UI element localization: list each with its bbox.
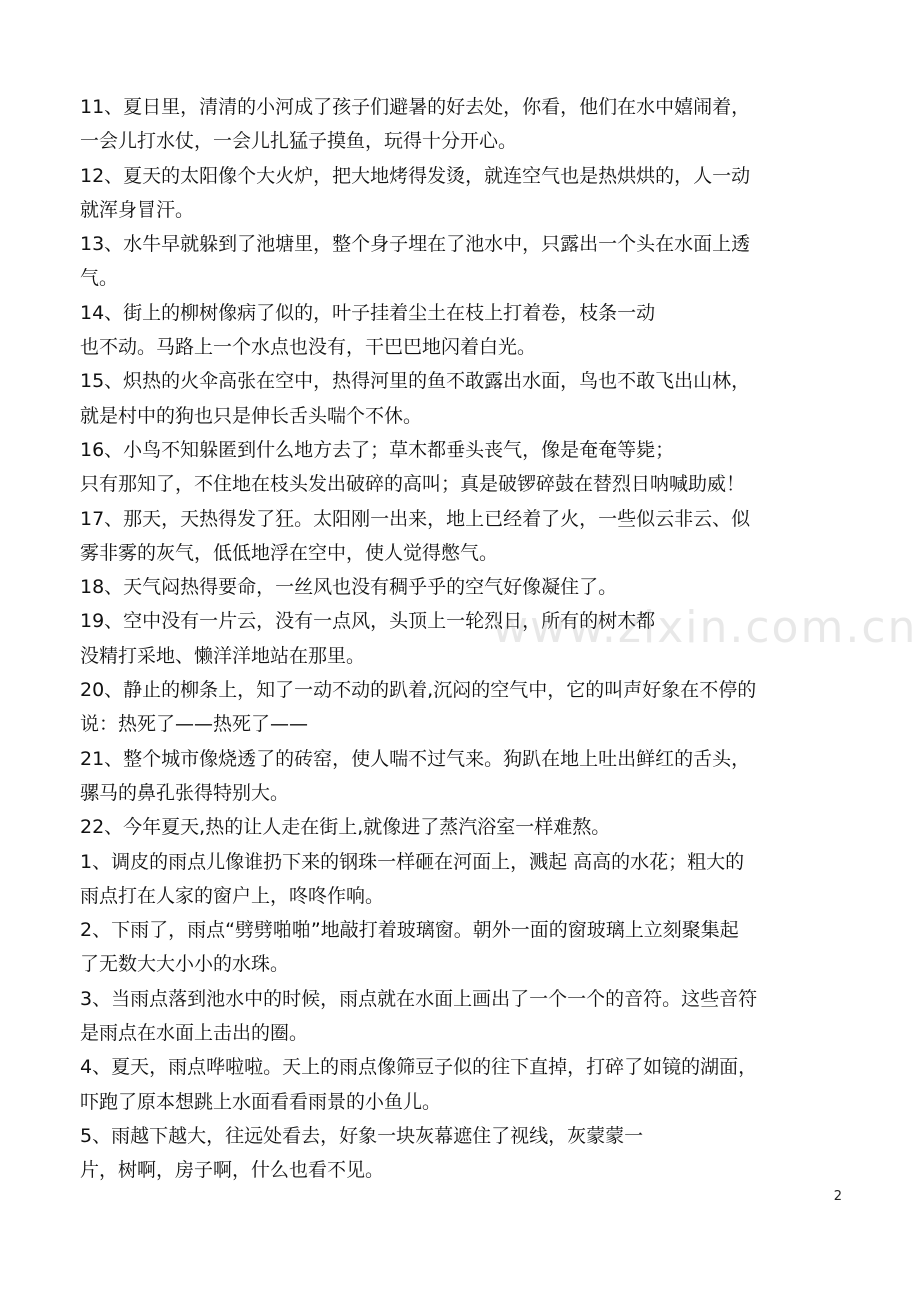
text-line: 没精打采地、懒洋洋地站在那里。 [80,644,366,667]
text-line: 5、雨越下越大，往远处看去，好象一块灰幕遮住了视线，灰蒙蒙一 [80,1124,644,1147]
text-line: 雾非雾的灰气，低低地浮在空中，使人觉得憋气。 [80,541,499,564]
text-line: 14、街上的柳树像病了似的，叶子挂着尘土在枝上打着卷，枝条一动 [80,301,656,324]
text-line: 17、那天，天热得发了狂。太阳刚一出来，地上已经着了火，一些似云非云、似 [80,507,751,530]
text-line: 骡马的鼻孔张得特别大。 [80,781,290,804]
text-line: 21、整个城市像烧透了的砖窑，使人喘不过气来。狗趴在地上吐出鲜红的舌头， [80,747,751,770]
text-line: 1、调皮的雨点儿像谁扔下来的钢珠一样砸在河面上，溅起 高高的水花；粗大的 [80,850,745,873]
text-line: 3、当雨点落到池水中的时候，雨点就在水面上画出了一个一个的音符。这些音符 [80,987,758,1010]
text-line: 说：热死了——热死了—— [80,713,309,736]
text-line: 11、夏日里，清清的小河成了孩子们避暑的好去处，你看，他们在水中嬉闹着， [80,96,751,118]
page-number: 2 [833,1189,842,1204]
text-line: 12、夏天的太阳像个大火炉，把大地烤得发烫，就连空气也是热烘烘的，人一动 [80,164,751,187]
watermark: www.zixin.com.cn [492,602,918,653]
text-line: 20、静止的柳条上，知了一动不动的趴着,沉闷的空气中，它的叫声好象在不停的 [80,679,757,702]
text-line: 一会儿打水仗，一会儿扎猛子摸鱼，玩得十分开心。 [80,130,518,153]
text-line: 吓跑了原本想跳上水面看看雨景的小鱼儿。 [80,1090,442,1113]
text-line: 雨点打在人家的窗户上，咚咚作响。 [80,884,385,907]
text-line: 是雨点在水面上击出的圈。 [80,1022,309,1045]
text-line: 了无数大大小小的水珠。 [80,953,290,976]
text-line: 也不动。马路上一个水点也没有，干巴巴地闪着白光。 [80,336,537,359]
text-line: 片，树啊，房子啊，什么也看不见。 [80,1159,385,1182]
text-line: 气。 [80,267,119,290]
text-line: 4、夏天，雨点哗啦啦。天上的雨点像筛豆子似的往下直掉，打碎了如镜的湖面， [80,1056,758,1079]
text-line: 18、天气闷热得要命，一丝风也没有稠乎乎的空气好像凝住了。 [80,576,618,599]
text-line: 16、小鸟不知躲匿到什么地方去了；草木都垂头丧气，像是奄奄等毙； [80,438,675,461]
text-line: 15、炽热的火伞高张在空中，热得河里的鱼不敢露出水面，鸟也不敢飞出山林， [80,370,751,393]
text-line: 2、下雨了，雨点“劈劈啪啪”地敲打着玻璃窗。朝外一面的窗玻璃上立刻聚集起 [80,919,739,942]
text-line: 22、今年夏天,热的让人走在街上,就像进了蒸汽浴室一样难熬。 [80,816,611,839]
text-line: 就浑身冒汗。 [80,198,195,221]
text-line: 只有那知了，不住地在枝头发出破碎的高叫；真是破锣碎鼓在替烈日呐喊助威！ [80,473,746,496]
text-line: 就是村中的狗也只是伸长舌头喘个不休。 [80,404,423,427]
text-line: 19、空中没有一片云，没有一点风，头顶上一轮烈日，所有的树木都 [80,610,656,633]
text-line: 13、水牛早就躲到了池塘里，整个身子埋在了池水中，只露出一个头在水面上透 [80,233,751,256]
